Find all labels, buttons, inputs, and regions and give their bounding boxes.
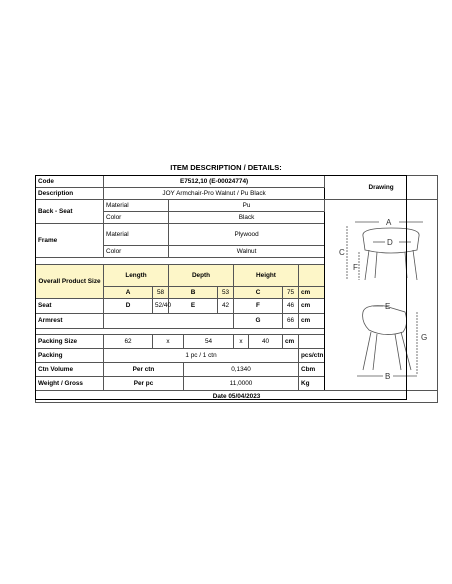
code-value: E7512,10 (E-00024774) — [104, 176, 325, 188]
packing-height: 40 — [249, 335, 283, 349]
letter-e: E — [385, 302, 391, 311]
frame-material-label: Material — [104, 224, 169, 246]
ctn-volume-label: Ctn Volume — [36, 363, 104, 377]
letter-a: A — [386, 218, 392, 227]
description-label: Description — [36, 188, 104, 200]
weight-value: 11,0000 — [184, 377, 299, 391]
seat-unit: cm — [299, 299, 325, 314]
packing-value: 1 pc / 1 ctn — [104, 349, 299, 363]
empty-cell — [104, 314, 234, 329]
packing-length: 62 — [104, 335, 153, 349]
packing-unit: pcs/ctn — [299, 349, 325, 363]
packing-x1: x — [153, 335, 184, 349]
dim-c-value: 75 — [283, 287, 299, 299]
back-seat-material: Pu — [169, 200, 325, 212]
dim-b-letter: B — [169, 287, 218, 299]
letter-d: D — [387, 238, 393, 247]
dim-a-letter: A — [104, 287, 153, 299]
weight-unit: Kg — [299, 377, 325, 391]
drawing-label: Drawing — [325, 176, 438, 200]
frame-color-label: Color — [104, 246, 169, 258]
empty-cell — [299, 335, 325, 349]
length-header: Length — [104, 265, 169, 287]
packing-x2: x — [234, 335, 249, 349]
depth-header: Depth — [169, 265, 234, 287]
description-value: JOY Armchair-Pro Walnut / Pu Black — [104, 188, 325, 200]
overall-size-header: Overall Product Size — [36, 265, 104, 299]
frame-color: Walnut — [169, 246, 325, 258]
back-seat-label: Back - Seat — [36, 200, 104, 224]
date-stamp: Date 05/04/2023 — [36, 391, 438, 403]
packing-size-unit: cm — [283, 335, 299, 349]
weight-label: Weight / Gross — [36, 377, 104, 391]
weight-sub: Per pc — [104, 377, 184, 391]
dim-g-value: 66 — [283, 314, 299, 329]
dim-b-value: 53 — [218, 287, 234, 299]
dim-e-letter: E — [169, 299, 218, 314]
letter-b: B — [385, 372, 391, 381]
dim-d-value: 52/40 — [153, 299, 169, 314]
empty-cell — [299, 265, 325, 287]
drawing-cell — [325, 200, 438, 391]
seat-label: Seat — [36, 299, 104, 314]
dim-c-letter: C — [234, 287, 283, 299]
letter-g: G — [421, 333, 428, 342]
dim-f-letter: F — [234, 299, 283, 314]
spec-table — [35, 175, 438, 403]
spacer — [36, 258, 325, 265]
page-title: ITEM DESCRIPTION / DETAILS: — [170, 163, 282, 172]
armrest-unit: cm — [299, 314, 325, 329]
back-seat-material-label: Material — [104, 200, 169, 212]
dim-e-value: 42 — [218, 299, 234, 314]
back-seat-color-label: Color — [104, 212, 169, 224]
dim-g-letter: G — [234, 314, 283, 329]
letter-c: C — [339, 248, 345, 257]
dim-d-letter: D — [104, 299, 153, 314]
ctn-volume-sub: Per ctn — [104, 363, 184, 377]
packing-width: 54 — [184, 335, 234, 349]
code-label: Code — [36, 176, 104, 188]
letter-f: F — [353, 263, 358, 272]
dim-f-value: 46 — [283, 299, 299, 314]
packing-size-label: Packing Size — [36, 335, 104, 349]
ctn-volume-value: 0,1340 — [184, 363, 299, 377]
packing-label: Packing — [36, 349, 104, 363]
dim-unit: cm — [299, 287, 325, 299]
height-header: Height — [234, 265, 299, 287]
armrest-label: Armrest — [36, 314, 104, 329]
frame-material: Plywood — [169, 224, 325, 246]
frame-label: Frame — [36, 224, 104, 258]
dim-a-value: 58 — [153, 287, 169, 299]
chair-drawing — [325, 200, 438, 386]
ctn-volume-unit: Cbm — [299, 363, 325, 377]
back-seat-color: Black — [169, 212, 325, 224]
